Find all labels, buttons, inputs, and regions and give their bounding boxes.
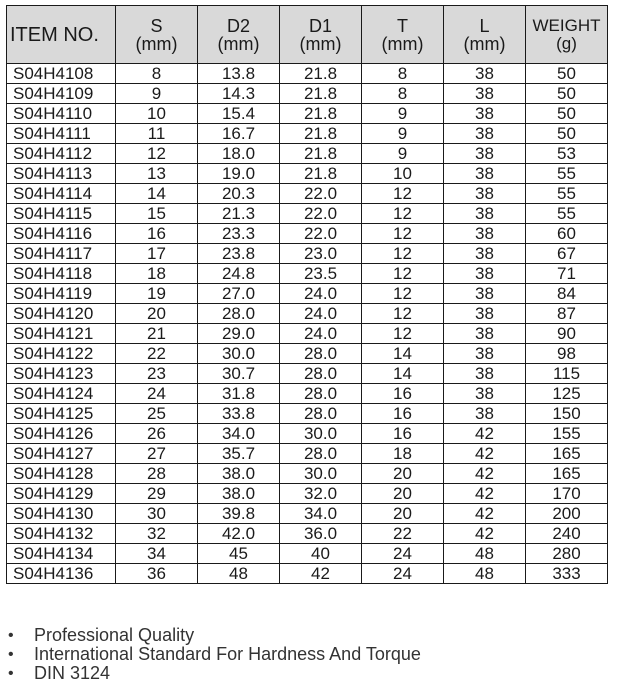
cell-d1: 28.0: [280, 444, 362, 464]
cell-d2: 29.0: [198, 324, 280, 344]
feature-text: Professional Quality: [34, 625, 195, 645]
cell-s: 21: [116, 324, 198, 344]
cell-d1: 24.0: [280, 324, 362, 344]
cell-t: 22: [362, 524, 444, 544]
table-row: [7, 404, 608, 424]
table-row: [7, 244, 608, 264]
cell-item-no: S04H4132: [7, 524, 116, 544]
cell-l: 38: [444, 124, 526, 144]
cell-d1: 30.0: [280, 424, 362, 444]
cell-d2: 15.4: [198, 104, 280, 124]
cell-weight: 170: [526, 484, 608, 504]
cell-item-no: S04H4119: [7, 284, 116, 304]
cell-item-no: S04H4114: [7, 184, 116, 204]
cell-d1: 22.0: [280, 224, 362, 244]
table-row: [7, 564, 608, 584]
header-weight: [526, 6, 608, 64]
cell-weight: 115: [526, 364, 608, 384]
cell-s: 14: [116, 184, 198, 204]
header-s-unit: (mm): [135, 33, 178, 54]
cell-l: 42: [444, 444, 526, 464]
feature-item: [8, 645, 421, 664]
cell-item-no: S04H4109: [7, 84, 116, 104]
cell-s: 15: [116, 204, 198, 224]
cell-weight: 55: [526, 184, 608, 204]
table-row: [7, 64, 608, 84]
cell-weight: 87: [526, 304, 608, 324]
cell-weight: 333: [526, 564, 608, 584]
cell-item-no: S04H4127: [7, 444, 116, 464]
cell-item-no: S04H4124: [7, 384, 116, 404]
header-d1: [280, 6, 362, 64]
header-t-unit: (mm): [381, 33, 424, 54]
table-row: [7, 144, 608, 164]
cell-weight: 50: [526, 104, 608, 124]
cell-l: 38: [444, 184, 526, 204]
cell-t: 12: [362, 264, 444, 284]
cell-weight: 200: [526, 504, 608, 524]
table-row: [7, 104, 608, 124]
cell-weight: 98: [526, 344, 608, 364]
cell-s: 9: [116, 84, 198, 104]
cell-t: 12: [362, 324, 444, 344]
cell-item-no: S04H4130: [7, 504, 116, 524]
header-l-label: L: [479, 15, 490, 36]
bullet-icon: •: [8, 665, 14, 682]
cell-d2: 30.0: [198, 344, 280, 364]
table-row: [7, 364, 608, 384]
table-row: [7, 284, 608, 304]
cell-item-no: S04H4122: [7, 344, 116, 364]
table-row: [7, 444, 608, 464]
cell-s: 19: [116, 284, 198, 304]
cell-d1: 24.0: [280, 304, 362, 324]
cell-d2: 33.8: [198, 404, 280, 424]
cell-s: 30: [116, 504, 198, 524]
cell-l: 42: [444, 464, 526, 484]
header-t-label: T: [397, 15, 408, 36]
cell-t: 16: [362, 404, 444, 424]
cell-item-no: S04H4121: [7, 324, 116, 344]
bullet-icon: •: [8, 627, 14, 644]
table-row: [7, 224, 608, 244]
cell-d2: 38.0: [198, 484, 280, 504]
header-d1-label: D1: [308, 15, 332, 36]
cell-d1: 40: [280, 544, 362, 564]
cell-d2: 42.0: [198, 524, 280, 544]
cell-item-no: S04H4123: [7, 364, 116, 384]
cell-item-no: S04H4112: [7, 144, 116, 164]
cell-weight: 165: [526, 464, 608, 484]
cell-s: 26: [116, 424, 198, 444]
cell-item-no: S04H4134: [7, 544, 116, 564]
cell-l: 42: [444, 484, 526, 504]
cell-t: 20: [362, 464, 444, 484]
cell-s: 24: [116, 384, 198, 404]
header-d2-label: D2: [226, 15, 250, 36]
cell-weight: 165: [526, 444, 608, 464]
cell-item-no: S04H4125: [7, 404, 116, 424]
cell-d1: 23.5: [280, 264, 362, 284]
cell-d1: 36.0: [280, 524, 362, 544]
cell-l: 42: [444, 524, 526, 544]
bullet-icon: •: [8, 646, 14, 663]
cell-d2: 23.3: [198, 224, 280, 244]
cell-weight: 50: [526, 84, 608, 104]
cell-item-no: S04H4129: [7, 484, 116, 504]
cell-d1: 34.0: [280, 504, 362, 524]
cell-item-no: S04H4136: [7, 564, 116, 584]
feature-text: International Standard For Hardness And Torque: [34, 644, 421, 664]
cell-t: 9: [362, 124, 444, 144]
cell-weight: 84: [526, 284, 608, 304]
cell-t: 12: [362, 224, 444, 244]
cell-l: 38: [444, 144, 526, 164]
cell-l: 48: [444, 564, 526, 584]
cell-l: 38: [444, 344, 526, 364]
cell-l: 38: [444, 404, 526, 424]
cell-l: 38: [444, 224, 526, 244]
cell-l: 38: [444, 244, 526, 264]
cell-d1: 24.0: [280, 284, 362, 304]
cell-item-no: S04H4128: [7, 464, 116, 484]
cell-t: 14: [362, 344, 444, 364]
table-header: [7, 6, 608, 64]
cell-d2: 18.0: [198, 144, 280, 164]
cell-d1: 21.8: [280, 64, 362, 84]
header-weight-label: WEIGHT: [532, 15, 601, 35]
cell-s: 27: [116, 444, 198, 464]
cell-item-no: S04H4118: [7, 264, 116, 284]
header-weight-unit: (g): [556, 33, 577, 53]
cell-weight: 71: [526, 264, 608, 284]
cell-t: 12: [362, 184, 444, 204]
feature-item: [8, 664, 421, 683]
feature-list: [8, 626, 421, 683]
header-l-unit: (mm): [463, 33, 506, 54]
cell-s: 25: [116, 404, 198, 424]
cell-d2: 14.3: [198, 84, 280, 104]
cell-t: 16: [362, 384, 444, 404]
cell-d1: 42: [280, 564, 362, 584]
header-t: [362, 6, 444, 64]
cell-l: 38: [444, 164, 526, 184]
cell-s: 13: [116, 164, 198, 184]
cell-l: 38: [444, 364, 526, 384]
cell-d2: 16.7: [198, 124, 280, 144]
cell-s: 16: [116, 224, 198, 244]
cell-weight: 50: [526, 124, 608, 144]
cell-s: 11: [116, 124, 198, 144]
header-row: [7, 6, 608, 64]
cell-s: 28: [116, 464, 198, 484]
cell-weight: 280: [526, 544, 608, 564]
header-item-no-label: ITEM NO.: [10, 23, 99, 46]
cell-d1: 21.8: [280, 84, 362, 104]
table-row: [7, 464, 608, 484]
cell-l: 38: [444, 84, 526, 104]
cell-t: 14: [362, 364, 444, 384]
cell-l: 48: [444, 544, 526, 564]
cell-t: 9: [362, 104, 444, 124]
table-row: [7, 164, 608, 184]
cell-t: 18: [362, 444, 444, 464]
cell-d1: 28.0: [280, 364, 362, 384]
cell-l: 42: [444, 424, 526, 444]
cell-s: 29: [116, 484, 198, 504]
cell-d2: 24.8: [198, 264, 280, 284]
cell-d1: 23.0: [280, 244, 362, 264]
cell-item-no: S04H4120: [7, 304, 116, 324]
cell-weight: 50: [526, 64, 608, 84]
table-row: [7, 484, 608, 504]
cell-d2: 20.3: [198, 184, 280, 204]
cell-d2: 30.7: [198, 364, 280, 384]
table-row: [7, 504, 608, 524]
cell-l: 38: [444, 384, 526, 404]
header-d2: [198, 6, 280, 64]
cell-d1: 28.0: [280, 404, 362, 424]
cell-d2: 38.0: [198, 464, 280, 484]
cell-l: 42: [444, 504, 526, 524]
cell-t: 20: [362, 504, 444, 524]
cell-d2: 28.0: [198, 304, 280, 324]
cell-weight: 125: [526, 384, 608, 404]
header-item-no: [7, 6, 116, 64]
cell-s: 8: [116, 64, 198, 84]
cell-t: 12: [362, 244, 444, 264]
cell-item-no: S04H4115: [7, 204, 116, 224]
header-s: [116, 6, 198, 64]
cell-s: 23: [116, 364, 198, 384]
table-row: [7, 324, 608, 344]
cell-d2: 48: [198, 564, 280, 584]
cell-d2: 39.8: [198, 504, 280, 524]
table-row: [7, 304, 608, 324]
table-row: [7, 544, 608, 564]
cell-weight: 90: [526, 324, 608, 344]
cell-l: 38: [444, 264, 526, 284]
cell-d2: 13.8: [198, 64, 280, 84]
cell-weight: 67: [526, 244, 608, 264]
cell-s: 22: [116, 344, 198, 364]
cell-d1: 30.0: [280, 464, 362, 484]
cell-s: 10: [116, 104, 198, 124]
cell-d1: 22.0: [280, 204, 362, 224]
cell-d2: 34.0: [198, 424, 280, 444]
cell-t: 24: [362, 564, 444, 584]
cell-l: 38: [444, 324, 526, 344]
cell-weight: 53: [526, 144, 608, 164]
cell-t: 8: [362, 64, 444, 84]
table-row: [7, 264, 608, 284]
table-body: [7, 64, 608, 584]
cell-item-no: S04H4116: [7, 224, 116, 244]
table-row: [7, 184, 608, 204]
cell-t: 12: [362, 284, 444, 304]
cell-t: 20: [362, 484, 444, 504]
table-row: [7, 84, 608, 104]
cell-d1: 22.0: [280, 184, 362, 204]
table-row: [7, 344, 608, 364]
cell-t: 12: [362, 304, 444, 324]
table-row: [7, 424, 608, 444]
cell-weight: 150: [526, 404, 608, 424]
cell-d2: 19.0: [198, 164, 280, 184]
cell-item-no: S04H4126: [7, 424, 116, 444]
cell-l: 38: [444, 64, 526, 84]
cell-t: 9: [362, 144, 444, 164]
cell-s: 34: [116, 544, 198, 564]
cell-d1: 21.8: [280, 124, 362, 144]
cell-d2: 21.3: [198, 204, 280, 224]
header-d2-unit: (mm): [217, 33, 260, 54]
cell-weight: 155: [526, 424, 608, 444]
cell-l: 38: [444, 304, 526, 324]
cell-item-no: S04H4113: [7, 164, 116, 184]
cell-weight: 60: [526, 224, 608, 244]
cell-weight: 55: [526, 204, 608, 224]
cell-s: 18: [116, 264, 198, 284]
cell-item-no: S04H4117: [7, 244, 116, 264]
cell-d2: 35.7: [198, 444, 280, 464]
feature-text: DIN 3124: [34, 663, 111, 683]
table-row: [7, 204, 608, 224]
cell-d1: 21.8: [280, 164, 362, 184]
cell-d1: 32.0: [280, 484, 362, 504]
cell-t: 8: [362, 84, 444, 104]
header-d1-unit: (mm): [299, 33, 342, 54]
cell-l: 38: [444, 284, 526, 304]
cell-d1: 21.8: [280, 104, 362, 124]
cell-d1: 28.0: [280, 344, 362, 364]
cell-d2: 27.0: [198, 284, 280, 304]
feature-item: [8, 626, 421, 645]
cell-l: 38: [444, 104, 526, 124]
table-row: [7, 124, 608, 144]
cell-t: 12: [362, 204, 444, 224]
cell-s: 17: [116, 244, 198, 264]
cell-item-no: S04H4111: [7, 124, 116, 144]
cell-d2: 45: [198, 544, 280, 564]
table-row: [7, 524, 608, 544]
table-row: [7, 384, 608, 404]
header-l: [444, 6, 526, 64]
cell-t: 16: [362, 424, 444, 444]
cell-item-no: S04H4108: [7, 64, 116, 84]
cell-t: 10: [362, 164, 444, 184]
cell-weight: 55: [526, 164, 608, 184]
cell-s: 36: [116, 564, 198, 584]
spec-table: [6, 5, 608, 584]
header-s-label: S: [150, 15, 163, 36]
cell-s: 32: [116, 524, 198, 544]
cell-s: 20: [116, 304, 198, 324]
cell-weight: 240: [526, 524, 608, 544]
cell-l: 38: [444, 204, 526, 224]
cell-t: 24: [362, 544, 444, 564]
cell-d1: 28.0: [280, 384, 362, 404]
cell-d2: 23.8: [198, 244, 280, 264]
cell-d2: 31.8: [198, 384, 280, 404]
cell-item-no: S04H4110: [7, 104, 116, 124]
cell-d1: 21.8: [280, 144, 362, 164]
cell-s: 12: [116, 144, 198, 164]
